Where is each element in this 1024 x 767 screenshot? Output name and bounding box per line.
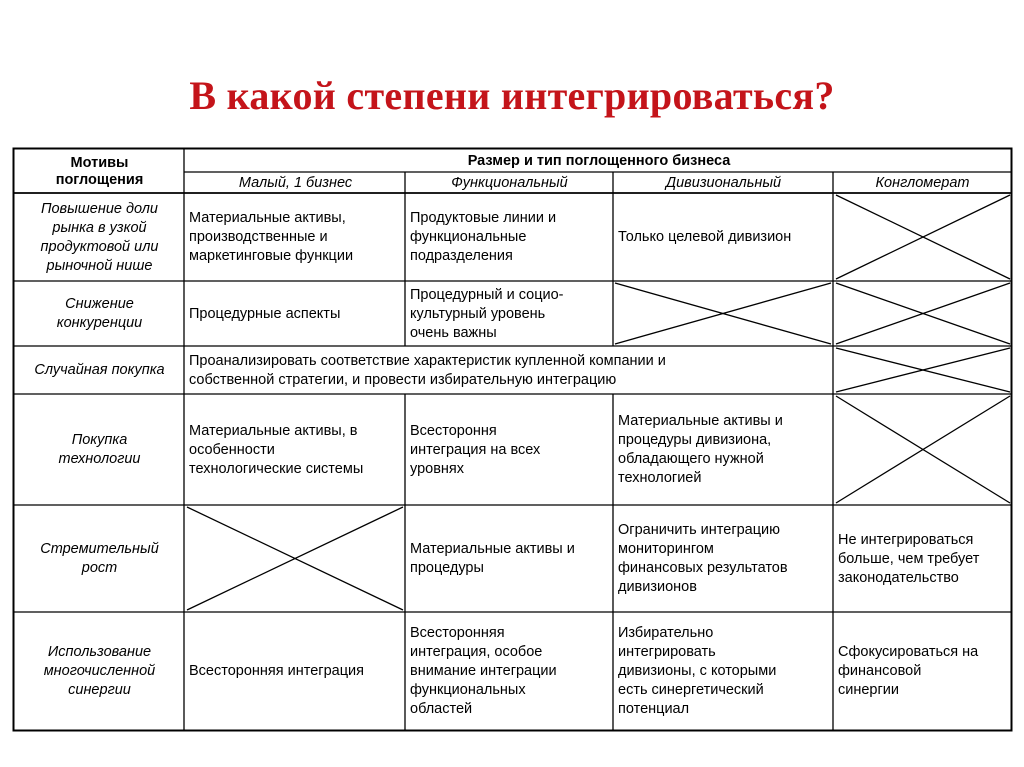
na-cross-row2-conglomerate	[836, 283, 1010, 344]
row5-divisional: Ограничить интеграцию мониторингом финансовых результатов дивизионов	[618, 522, 788, 595]
row5-functional: Материальные активы и процедуры	[410, 541, 575, 576]
row1-small: Материальные активы, производственные и маркетинговые функции	[189, 210, 354, 264]
na-cross-row1-conglomerate	[836, 195, 1010, 279]
row1-motive: Повышение доли рынка в узкой продуктовой или рыночной нише	[40, 200, 159, 274]
row6-conglomerate: Сфокусироваться на финансовой синергии	[838, 643, 979, 698]
group-header: Размер и тип поглощенного бизнеса	[467, 152, 731, 169]
row4-small: Материальные активы, в особенности технологические системы	[189, 422, 364, 477]
row4-motive: Покупка технологии	[58, 432, 141, 467]
na-cross-row2-divisional	[615, 283, 831, 344]
row4-functional: Всестороння интеграция на всех уровнях	[410, 422, 541, 477]
row2-motive: Снижение конкуренции	[56, 296, 143, 331]
row6-motive: Использование многочисленной синергии	[43, 643, 156, 698]
row2-functional: Процедурный и социо- культурный уровень очень важны	[410, 286, 564, 341]
row1-divisional: Только целевой дивизион	[618, 229, 792, 245]
column-header-small: Малый, 1 бизнес	[238, 174, 353, 191]
na-cross-row3-conglomerate	[836, 348, 1010, 392]
row1-functional: Продуктовые линии и функциональные подразделения	[410, 210, 557, 264]
column-header-divisional: Дивизиональный	[665, 174, 782, 191]
column-header-functional: Функциональный	[451, 174, 568, 191]
row6-functional: Всесторонняя интеграция, особое внимание интеграции функциональных областей	[410, 624, 557, 717]
row6-divisional: Избирательно интегрировать дивизионы, с которыми есть синергетический потенциал	[618, 624, 777, 717]
na-cross-row5-small	[187, 507, 403, 610]
row3-span-text: Проанализировать соответствие характеристик купленной компании и собственной стратегии, и провести избирательную интеграцию	[189, 352, 666, 388]
row3-motive: Случайная покупка	[34, 362, 165, 378]
page-title: В какой степени интегрироваться?	[189, 73, 835, 118]
row5-conglomerate: Не интегрироваться больше, чем требует законодательство	[838, 531, 980, 586]
row2-small: Процедурные аспекты	[189, 305, 341, 322]
row6-small: Всесторонняя интеграция	[189, 662, 364, 679]
na-cross-row4-conglomerate	[836, 396, 1010, 503]
motives-header: Мотивы поглощения	[55, 154, 144, 188]
column-header-conglomerate: Конгломерат	[875, 174, 970, 191]
row4-divisional: Материальные активы и процедуры дивизиона, обладающего нужной технологией	[618, 413, 783, 486]
row5-motive: Стремительный рост	[40, 541, 159, 576]
